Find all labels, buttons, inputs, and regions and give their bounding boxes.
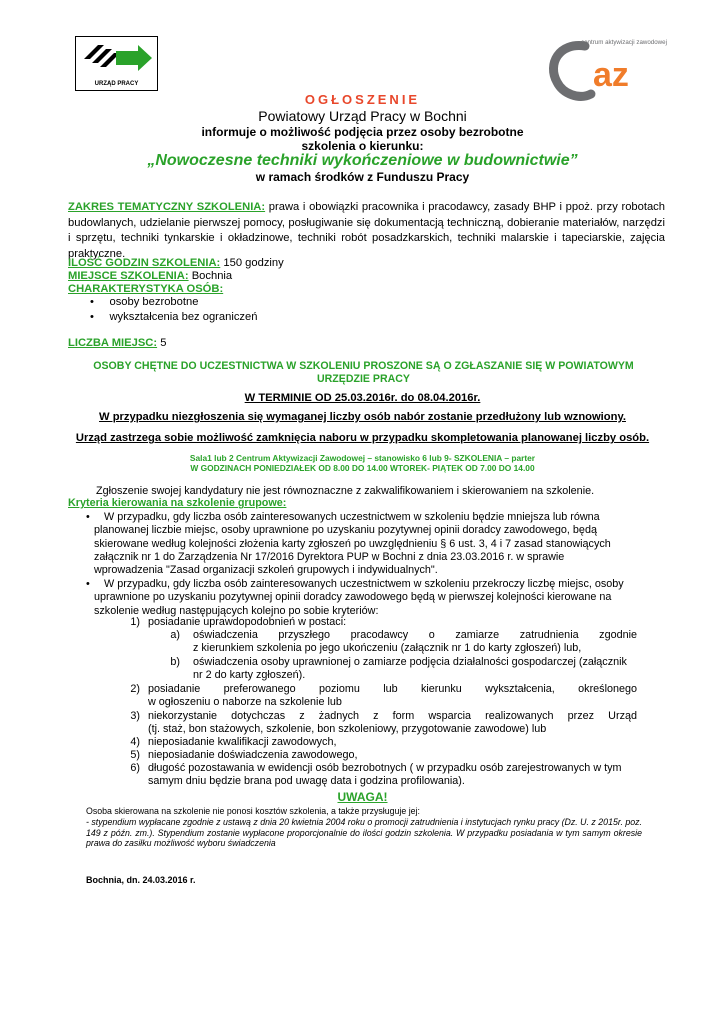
office-name: Powiatowy Urząd Pracy w Bochni [258, 108, 467, 124]
office-hours: W GODZINACH PONIEDZIAŁEK OD 8.00 DO 14.00 WTOREK- PIĄTEK OD 7.00 DO 14.00 [190, 463, 535, 473]
place-label: MIEJSCE SZKOLENIA: [68, 270, 189, 282]
place-date: Bochnia, dn. 24.03.2016 r. [86, 875, 196, 885]
criteria-numbered-list: 1) posiadanie uprawdopodobnień w postaci: a) oświadczenia przyszłego pracodawcy o zamiarze zatrudnienia zgodnie z kierunkiem szkolenia po jego ukończeniu (załącznik nr 1 do karty zgłoszeń) lub, b) oświadczenia osoby uprawnionej o zamiarze podjęcia działalności gospodarczej (załącznik nr 2 do karty zgłoszeń). 2) posiadanie preferowanego poziomu lub kierunku wykształcenia, określonego w ogłoszeniu o naborze na szkolenie lub 3) niekorzystanie dotychczas z żadnych z form wsparcia realizowanych przez Urząd (tj. staż, bon stażowych, szkolenie, bon szkoleniowy, przygotowanie zawodowe) lub 4) nieposiadanie kwalifikacji zawodowych, 5) nieposiadanie doświadczenia zawodowego, 6) długość pozostawania w ewidencji osób bezrobotnych ( w przypadku osób zarejestrowanych w tym samym dniu będzie brana pod uwagę data i godzina profilowania). [130, 616, 637, 787]
profile-row [68, 282, 665, 297]
course-name: „Nowoczesne techniki wykończeniowe w budownictwie” [147, 152, 578, 169]
scope-label: ZAKRES TEMATYCZNY SZKOLENIA: [68, 201, 266, 213]
invitation-line1: OSOBY CHĘTNE DO UCZESTNICTWA W SZKOLENIU PROSZONE SĄ O ZGŁASZANIE SIĘ W POWIATOWYM [93, 360, 634, 372]
arrows-logo-icon [76, 37, 157, 77]
urzad-pracy-logo [75, 36, 158, 91]
seats-row [68, 336, 665, 351]
profile-item: • osoby bezrobotne [90, 296, 199, 308]
extension-note: W przypadku niezgłoszenia się wymaganej liczby osób nabór zostanie przedłużony lub wznowiony. [99, 411, 626, 423]
hours-label: ILOŚĆ GODZIN SZKOLENIA: [68, 257, 221, 269]
seats-value: 5 [160, 337, 167, 349]
informs-line: informuje o możliwość podjęcia przez osoby bezrobotne [201, 125, 524, 139]
course-intro: szkolenia o kierunku: [301, 139, 424, 153]
notice-heading: UWAGA! [337, 790, 388, 804]
logo-label: URZĄD PRACY [94, 81, 139, 87]
notice-line2: - stypendium wypłacane zgodnie z ustawą z dnia 20 kwietnia 2004 roku o promocji zatrudnienia i instytucjach rynku pracy (Dz. U. z 2015r. poz. 149 z późn. zm.). Stypendium zostanie wypłacone proporcjonalnie do ilości godzin szkolenia. W przypadku posiadania w tym samym okresie prawa do zasiłku możliwość wyboru świadczenia [86, 817, 642, 848]
logo-tagline: centrum aktywizacji zawodowej [581, 39, 667, 46]
disclaimer: Zgłoszenie swojej kandydatury nie jest równoznaczne z zakwalifikowaniem i skierowaniem na szkolenie. [96, 485, 595, 497]
criteria-bullet1: W przypadku, gdy liczba osób zainteresowanych uczestnictwem w szkoleniu będzie mniejsza lub równa planowanej liczbie miejsc, osoby uprawnione po uzyskaniu pozytywnej opinii doradcy zawodowego, będą skierowane według kolejności złożenia karty zgłoszeń po uwzględnieniu § 6 ust. 3, 4 i 7 zasad stanowiących załącznik nr 1 do Zarządzenia Nr 17/2016 Dyrektora PUP w Bochni z dnia 23.03.2016 r. w sprawie wprowadzenia "Zasad organizacji szkoleń grupowych i indywidualnych". [94, 511, 611, 577]
invitation-line2: URZĘDZIE PRACY [317, 373, 410, 385]
logo-mark: az [593, 56, 629, 94]
notice-line1: Osoba skierowana na szkolenie nie ponosi kosztów szkolenia, a także przysługuje jej: [86, 806, 420, 816]
criteria-heading: Kryteria kierowania na szkolenie grupowe: [68, 497, 287, 509]
seats-label: LICZBA MIEJSC: [68, 337, 158, 349]
profile-item: • wykształcenia bez ograniczeń [90, 311, 258, 323]
scope-text: prawa i obowiązki pracownika i pracodawcy, zasady BHP i ppoż. przy robotach budowlanych, udzielanie pierwszej pomocy, posługiwanie się dokumentacją techniczną, dobieranie materiałów, narzędzi i sprzętu, techniki tynkarskie i okładzinowe, techniki robót posadzkarskich, techniki malarskie i tapeciarskie, zajęcia praktyczne. [68, 201, 665, 260]
term: W TERMINIE OD 25.03.2016r. do 08.04.2016r. [244, 392, 481, 404]
hours-value: 150 godziny [223, 257, 284, 269]
profile-label: CHARAKTERYSTYKA OSÓB: [68, 283, 224, 295]
reserve-note: Urząd zastrzega sobie możliwość zamknięcia naboru w przypadku skompletowania planowanej liczby osób. [75, 432, 650, 444]
notice-title: OGŁOSZENIE [304, 92, 421, 107]
funding-line: w ramach środków z Funduszu Pracy [255, 170, 470, 184]
place-value: Bochnia [191, 270, 233, 282]
scope-section [68, 200, 665, 262]
room-info: Sala1 lub 2 Centrum Aktywizacji Zawodowej – stanowisko 6 lub 9- SZKOLENIA – parter [189, 453, 536, 463]
criteria-bullet2: W przypadku, gdy liczba osób zainteresowanych uczestnictwem w szkoleniu przekroczy liczbę miejsc, osoby uprawnione po uzyskaniu pozytywnej opinii doradcy zawodowego będą w pierwszej kolejności kierowane na szkolenie według następujących kolejno po sobie kryteriów: [94, 578, 624, 617]
